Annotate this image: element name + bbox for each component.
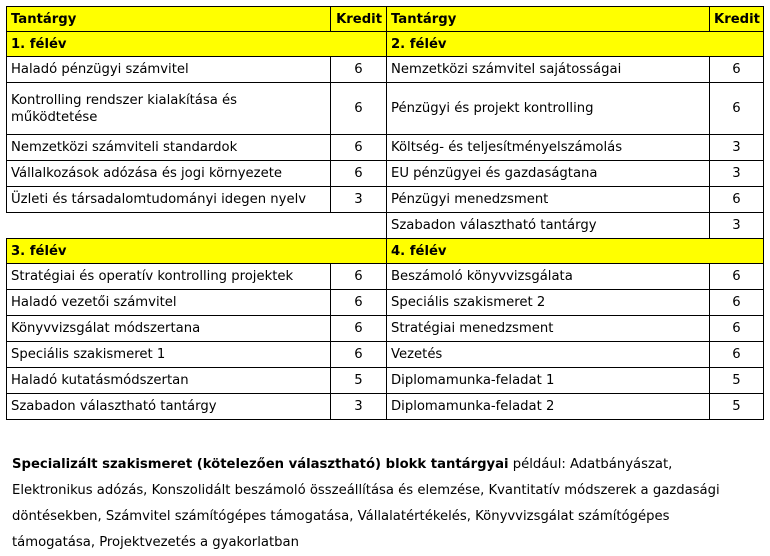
- table-row: [7, 394, 764, 420]
- course-credit: 3: [331, 394, 387, 420]
- course-name: Speciális szakismeret 1: [7, 342, 331, 368]
- course-name: Speciális szakismeret 2: [387, 290, 710, 316]
- course-name: Stratégiai és operatív kontrolling projektek: [7, 264, 331, 290]
- credit-header-right: Kredit: [710, 7, 764, 32]
- course-credit: 6: [710, 316, 764, 342]
- course-credit: 6: [710, 187, 764, 213]
- course-credit: 3: [710, 135, 764, 161]
- semester-row-3-4: [7, 239, 764, 264]
- course-name: Üzleti és társadalomtudományi idegen nyelv: [7, 187, 331, 213]
- course-name: Nemzetközi számvitel sajátosságai: [387, 57, 710, 83]
- table-row: [7, 187, 764, 213]
- semester-4-title: 4. félév: [387, 239, 764, 264]
- course-name: Diplomamunka-feladat 2: [387, 394, 710, 420]
- note-body: például: Adatbányászat, Elektronikus adózás, Konszolidált beszámoló összeállítása és elemzése, Kvantitatív módszerek a gazdasági döntésekben, Számvitel számítógépes támogatása, Vállalatértékelés, Könyvvizsgálat számítógépes támogatása, Projektvezetés a gyakorlatban: [12, 457, 720, 550]
- course-name: Szabadon választható tantárgy: [7, 394, 331, 420]
- course-credit: 6: [331, 342, 387, 368]
- course-name: Haladó vezetői számvitel: [7, 290, 331, 316]
- course-credit: 6: [331, 316, 387, 342]
- semester-1-title: 1. félév: [7, 32, 387, 57]
- course-name: Beszámoló könyvvizsgálata: [387, 264, 710, 290]
- course-name: Kontrolling rendszer kialakítása és működtetése: [7, 83, 331, 135]
- course-credit: 6: [331, 290, 387, 316]
- course-credit: 6: [710, 83, 764, 135]
- course-name: Szabadon választható tantárgy: [387, 213, 710, 239]
- subject-header-left: Tantárgy: [7, 7, 331, 32]
- course-credit: 6: [331, 264, 387, 290]
- course-credit: 3: [710, 161, 764, 187]
- semester-row-1-2: [7, 32, 764, 57]
- note-heading: Specializált szakismeret (kötelezően választható) blokk tantárgyai: [12, 457, 509, 472]
- table-row: [7, 57, 764, 83]
- table-row: [7, 161, 764, 187]
- course-credit: 5: [710, 368, 764, 394]
- course-name: Stratégiai menedzsment: [387, 316, 710, 342]
- course-credit: 6: [331, 57, 387, 83]
- table-row: [7, 368, 764, 394]
- course-credit: 6: [331, 83, 387, 135]
- course-name: Haladó kutatásmódszertan: [7, 368, 331, 394]
- course-credit: 6: [710, 290, 764, 316]
- course-credit: 5: [710, 394, 764, 420]
- table-row: [7, 135, 764, 161]
- course-credit: 6: [710, 264, 764, 290]
- course-credit: 6: [331, 135, 387, 161]
- course-credit: 5: [331, 368, 387, 394]
- table-row: [7, 342, 764, 368]
- course-credit: 6: [331, 161, 387, 187]
- course-name: Vezetés: [387, 342, 710, 368]
- course-credit: 3: [331, 187, 387, 213]
- table-row: [7, 290, 764, 316]
- table-row: [7, 213, 764, 239]
- specialization-note: [12, 452, 752, 556]
- semester-2-title: 2. félév: [387, 32, 764, 57]
- course-name: Költség- és teljesítményelszámolás: [387, 135, 710, 161]
- course-credit: 6: [710, 57, 764, 83]
- empty-cell: [7, 213, 387, 239]
- course-name: Vállalkozások adózása és jogi környezete: [7, 161, 331, 187]
- course-credit: 6: [710, 342, 764, 368]
- curriculum-table: [6, 6, 764, 420]
- subject-header-right: Tantárgy: [387, 7, 710, 32]
- course-name: Diplomamunka-feladat 1: [387, 368, 710, 394]
- table-row: [7, 83, 764, 135]
- credit-header-left: Kredit: [331, 7, 387, 32]
- course-name: EU pénzügyei és gazdaságtana: [387, 161, 710, 187]
- course-name: Haladó pénzügyi számvitel: [7, 57, 331, 83]
- semester-3-title: 3. félév: [7, 239, 387, 264]
- table-row: [7, 264, 764, 290]
- header-row: [7, 7, 764, 32]
- course-name: Nemzetközi számviteli standardok: [7, 135, 331, 161]
- course-name: Pénzügyi menedzsment: [387, 187, 710, 213]
- course-name: Pénzügyi és projekt kontrolling: [387, 83, 710, 135]
- course-name: Könyvvizsgálat módszertana: [7, 316, 331, 342]
- table-row: [7, 316, 764, 342]
- course-credit: 3: [710, 213, 764, 239]
